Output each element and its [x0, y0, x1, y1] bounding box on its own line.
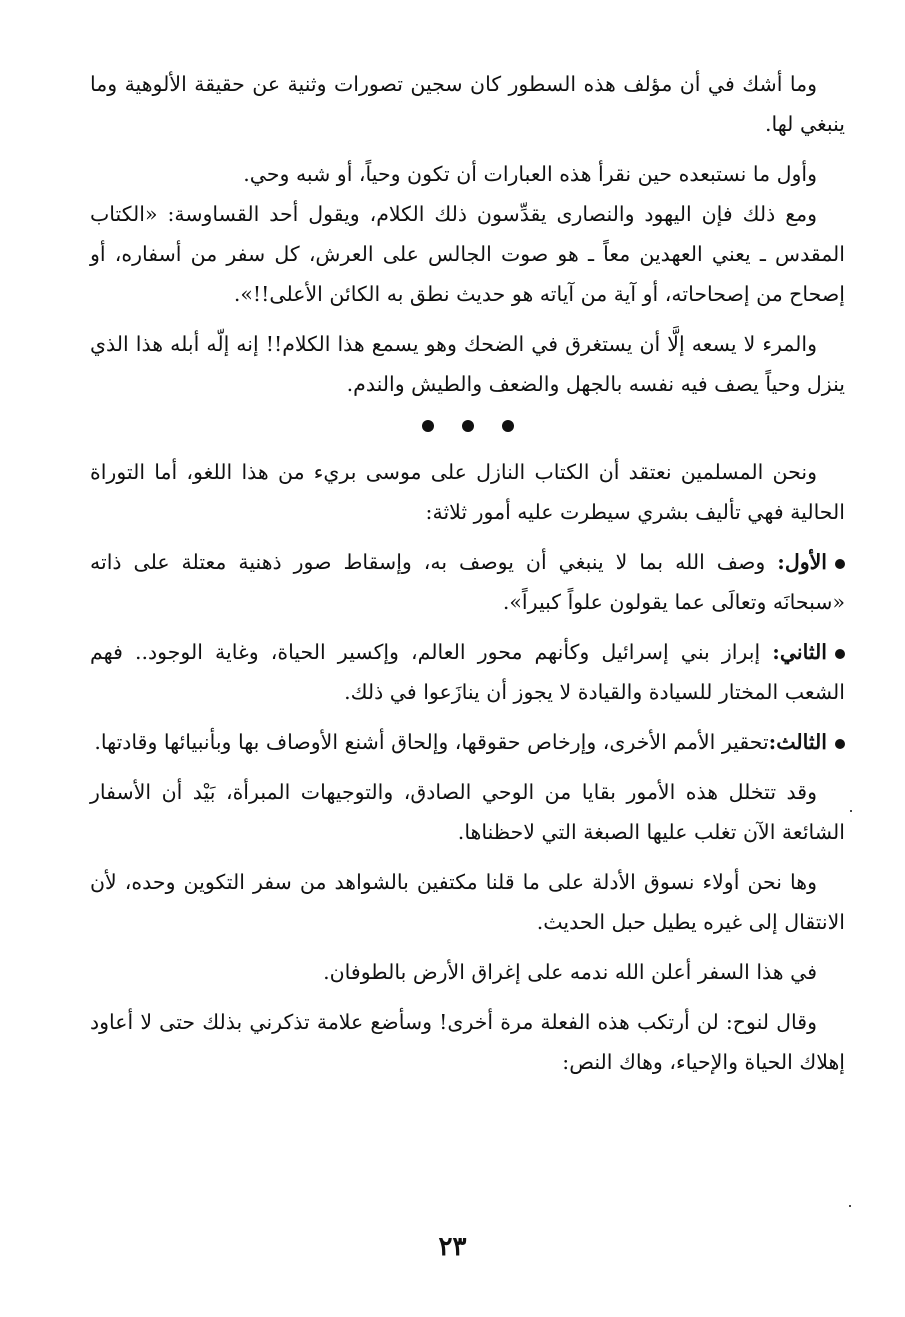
bullet-heading: الثاني: [772, 640, 827, 664]
paragraph-laughter: والمرء لا يسعه إلَّا أن يستغرق في الضحك وهو يسمع هذا الكلام!! إنه إلّه أبله هذا الذي ينزل وحياً يصف فيه نفسه بالجهل والضعف والطيش والندم. [90, 332, 845, 396]
separator-dot [462, 420, 474, 432]
bullet-first [90, 542, 845, 622]
paragraph-idolatrous-concepts: وما أشك في أن مؤلف هذه السطور كان سجين تصورات وثنية عن حقيقة الألوهية وما ينبغي لها. [90, 72, 845, 136]
bullet-text: وصف الله بما لا ينبغي أن يوصف به، وإسقاط صور ذهنية معتلة على ذاته «سبحانَه وتعالَى عما يقولون علواً كبيراً». [90, 550, 845, 614]
bullet-third [90, 722, 845, 762]
paragraph-muslim-belief: ونحن المسلمين نعتقد أن الكتاب النازل على موسى بريء من هذا اللغو، أما التوراة الحالية فهي تأليف بشري سيطرت عليه أمور ثلاثة: [90, 460, 845, 524]
paragraph-flood-regret: في هذا السفر أعلن الله ندمه على إغراق الأرض بالطوفان. [323, 960, 817, 984]
bullet-icon [835, 559, 845, 569]
paragraph-evidence: وها نحن أولاء نسوق الأدلة على ما قلنا مكتفين بالشواهد من سفر التكوين وحده، لأن الانتقال إلى غيره يطيل حبل الحديث. [90, 870, 845, 934]
section-separator [90, 414, 845, 438]
paragraph-remnants: وقد تتخلل هذه الأمور بقايا من الوحي الصادق، والتوجيهات المبرأة، بَيْد أن الأسفار الشائعة الآن تغلب عليها الصبغة التي لاحظناها. [90, 780, 845, 844]
paragraph-not-revelation: وأول ما نستبعده حين نقرأ هذه العبارات أن تكون وحياً، أو شبه وحي. [243, 162, 817, 186]
paragraph-priest-quote: ومع ذلك فإن اليهود والنصارى يقدِّسون ذلك الكلام، ويقول أحد القساوسة: «الكتاب المقدس ـ يعني العهدين معاً ـ هو صوت الجالس على العرش، كل سفر من أسفاره، أو إصحاح من إصحاحاته، أو آية من آياته هو حديث نطق به الكائن الأعلى!!». [90, 202, 845, 306]
bullet-icon [835, 649, 845, 659]
page-number: ٢٣ [438, 1232, 467, 1262]
body-text [90, 64, 845, 1092]
scan-speck [850, 810, 852, 812]
separator-dot [422, 420, 434, 432]
bullet-text: تحقير الأمم الأخرى، وإرخاص حقوقها، وإلحاق أشنع الأوصاف بها وبأنبيائها وقادتها. [94, 730, 769, 754]
separator-dot [502, 420, 514, 432]
bullet-text: إبراز بني إسرائيل وكأنهم محور العالم، وإكسير الحياة، وغاية الوجود.. فهم الشعب المختار للسيادة والقيادة لا يجوز أن ينازَعوا في ذلك. [90, 640, 845, 704]
bullet-heading: الثالث: [768, 730, 827, 754]
bullet-icon [835, 739, 845, 749]
bullet-heading: الأول: [777, 550, 827, 574]
scan-speck [849, 1205, 851, 1207]
bullet-second [90, 632, 845, 712]
paragraph-noah: وقال لنوح: لن أرتكب هذه الفعلة مرة أخرى! وسأضع علامة تذكرني بذلك حتى لا أعاود إهلاك الحياة والإحياء، وهاك النص: [90, 1010, 845, 1074]
